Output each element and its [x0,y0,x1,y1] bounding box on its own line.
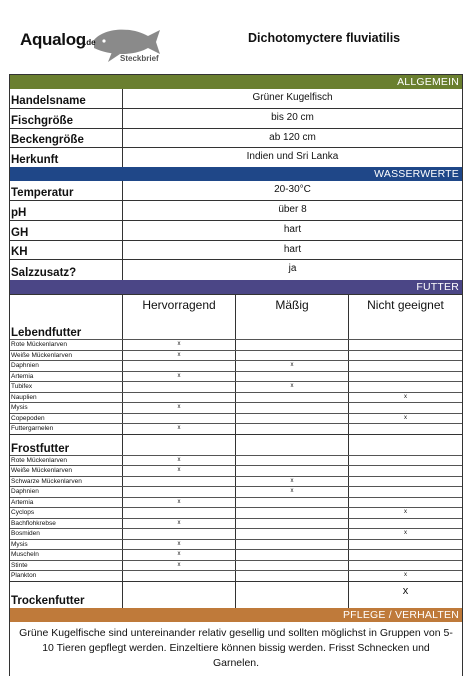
food-mark [349,550,462,560]
food-mark: x [236,487,349,497]
food-name: Weiße Mückenlarven [10,466,123,476]
field-value: Indien und Sri Lanka [246,151,339,162]
species-title: Dichotomyctere fluviatilis [248,31,401,45]
dry-mark-excellent [123,582,236,608]
food-name: Rote Mückenlarven [10,456,123,466]
food-mark [123,508,236,518]
field-label: Herkunft [10,148,123,167]
fact-sheet [9,74,463,622]
field-value: Grüner Kugelfisch [252,92,333,103]
food-mark [236,571,349,581]
food-mark [236,561,349,571]
field-value: ab 120 cm [269,132,316,143]
food-row [10,339,462,350]
food-mark [236,550,349,560]
food-name: Weiße Mückenlarven [10,351,123,361]
food-mark [349,424,462,434]
food-row [10,486,462,497]
field-value: ja [288,263,297,274]
food-mark [349,351,462,361]
field-label: KH [10,241,123,259]
food-row [10,560,462,571]
food-mark [236,424,349,434]
food-name: Rote Mückenlarven [10,340,123,350]
food-mark [123,477,236,487]
food-mark: x [404,393,407,400]
food-row [10,465,462,476]
food-mark: x [404,414,407,421]
food-mark: x [123,424,236,434]
food-row [10,402,462,413]
food-mark [349,361,462,371]
food-mark [349,519,462,529]
food-mark [123,361,236,371]
food-mark: x [236,361,349,371]
food-name: Plankton [10,571,123,581]
field-label: Fischgröße [10,109,123,128]
food-mark [236,393,349,403]
food-mark: x [123,498,236,508]
food-name: Muscheln [10,550,123,560]
food-mark: x [123,456,236,466]
food-mark [236,508,349,518]
food-row [10,570,462,581]
logo-subtitle: Steckbrief [120,54,159,63]
food-mark [123,382,236,392]
food-mark: x [123,561,236,571]
row-ph [10,200,462,220]
food-mark [123,529,236,539]
field-label: Handelsname [10,89,123,108]
food-row [10,518,462,529]
food-mark [349,540,462,550]
food-mark: x [123,340,236,350]
food-mark: x [404,530,407,536]
food-mark [349,498,462,508]
field-value: hart [283,244,302,255]
row-herkunft [10,147,462,167]
column-excellent: Hervorragend [123,295,236,327]
food-name: Daphnien [10,361,123,371]
field-label: Salzzusatz? [10,260,123,280]
section-futter: FUTTER [10,280,462,294]
row-gh [10,220,462,240]
food-mark [349,466,462,476]
food-mark [236,456,349,466]
food-name: Schwarze Mückenlarven [10,477,123,487]
food-row [10,371,462,382]
food-name: Futtergarnelen [10,424,123,434]
food-mark [236,540,349,550]
food-row [10,497,462,508]
food-mark [236,498,349,508]
food-name: Mysis [10,540,123,550]
live-food-title: Lebendfutter [10,327,123,339]
dry-mark-moderate [236,582,349,608]
food-row [10,381,462,392]
water-table [10,181,462,280]
row-beckengr-e [10,128,462,147]
food-name: Artemia [10,498,123,508]
food-row [10,507,462,518]
food-mark: x [123,519,236,529]
food-mark [236,351,349,361]
field-label: Temperatur [10,181,123,200]
food-name: Bachflohkrebse [10,519,123,529]
field-value: hart [283,224,302,235]
food-mark [123,414,236,424]
food-mark [236,529,349,539]
care-text: Grüne Kugelfische sind untereinander relativ gesellig und sollten möglichst in Gruppen von 5-10 Tieren gepflegt werden. Einzeltiere können bissig werden. Frisst Schnecken und Garnelen. [9,622,463,676]
food-mark [236,519,349,529]
field-label: GH [10,221,123,240]
food-name: Artemia [10,372,123,382]
food-name: Mysis [10,403,123,413]
food-mark: x [123,372,236,382]
food-header-empty [10,295,123,327]
aqualog-logo[interactable] [20,26,180,68]
food-mark [123,487,236,497]
food-row [10,413,462,424]
food-mark [349,382,462,392]
dry-mark-unsuitable: x [402,584,409,597]
food-mark [236,414,349,424]
food-row [10,350,462,361]
food-mark [349,340,462,350]
food-name: Bosmiden [10,529,123,539]
field-value: bis 20 cm [271,112,314,123]
food-name: Copepoden [10,414,123,424]
food-mark [236,403,349,413]
food-header-row [10,294,462,327]
food-mark [236,340,349,350]
food-name: Daphnien [10,487,123,497]
frozen-food-list [10,455,462,581]
logo-wordmark: Aqualog [20,30,86,49]
food-mark [349,477,462,487]
food-row [10,528,462,539]
row-handelsname [10,89,462,108]
logo-domain: .de [84,38,96,47]
live-food-title-row [10,327,462,339]
section-wasserwerte: WASSERWERTE [10,167,462,181]
food-mark [236,372,349,382]
live-food-list [10,339,462,434]
field-value: 20-30°C [274,184,311,195]
column-unsuitable: Nicht geeignet [367,298,444,312]
food-mark [123,393,236,403]
food-row [10,360,462,371]
field-label: Beckengröße [10,129,123,147]
food-mark [349,487,462,497]
section-pflege: PFLEGE / VERHALTEN [10,608,462,622]
section-allgemein: ALLGEMEIN [10,75,462,89]
frozen-food-title-row [10,434,462,455]
row-temperatur [10,181,462,200]
field-label: pH [10,201,123,220]
dry-food-row [10,581,462,608]
page-header [0,0,474,74]
food-row [10,539,462,550]
food-mark [236,466,349,476]
food-mark: x [123,466,236,476]
food-mark: x [123,550,236,560]
food-mark: x [123,540,236,550]
food-mark: x [236,382,349,392]
food-mark [349,372,462,382]
field-value: über 8 [278,204,307,215]
row-kh [10,240,462,259]
column-moderate: Mäßig [236,295,349,327]
food-mark [349,561,462,571]
food-mark: x [123,403,236,413]
food-mark: x [404,572,407,578]
food-row [10,423,462,434]
food-mark [349,403,462,413]
food-name: Tubifex [10,382,123,392]
food-mark: x [236,477,349,487]
food-name: Stinte [10,561,123,571]
food-row [10,392,462,403]
food-mark [349,456,462,466]
food-name: Nauplien [10,393,123,403]
food-name: Cyclops [10,508,123,518]
food-row [10,549,462,560]
general-table [10,89,462,167]
row-salzzusatz [10,259,462,280]
row-fischgr-e [10,108,462,128]
food-row [10,455,462,466]
food-mark: x [123,351,236,361]
food-mark: x [404,509,407,515]
dry-food-title: Trockenfutter [10,582,123,608]
frozen-food-title: Frostfutter [10,435,123,455]
food-row [10,476,462,487]
food-mark [123,571,236,581]
